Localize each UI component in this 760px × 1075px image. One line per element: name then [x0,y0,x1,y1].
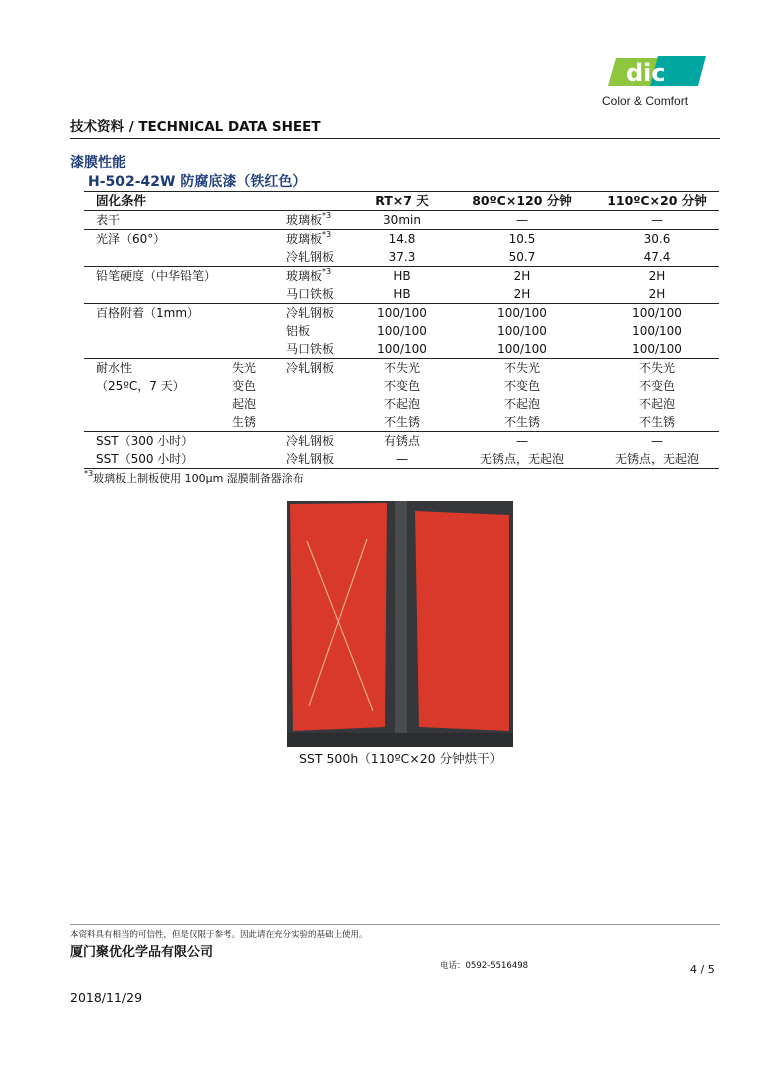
row-value: 无锈点，无起泡 [614,452,700,466]
company-name: 厦门聚优化学品有限公司 [70,945,214,960]
row-value: 不生锈 [503,415,541,429]
row-value: 30min [383,213,421,227]
table-row-sst-300h [84,431,719,450]
table-row-sst-500h [84,450,719,469]
row-value: — [396,452,408,466]
row-value: 有锈点 [383,434,421,448]
row-item: 生锈 [232,415,257,429]
row-value: 不失光 [503,361,541,375]
coating-performance-table [84,191,719,469]
row-value: 不变色 [638,379,676,393]
document-date: 2018/11/29 [70,990,143,1005]
row-substrate: 玻璃板$^{*3}$ [286,267,332,283]
row-value: 100/100 [497,306,547,320]
test-panels-illustration [287,501,513,747]
table-row-adhesion-steel [84,303,719,322]
row-value: HB [393,287,411,301]
row-substrate: 马口铁板 [286,287,335,301]
row-value: 不生锈 [638,415,676,429]
row-value: 不变色 [383,379,421,393]
header-cure-condition: 固化条件 [96,193,147,208]
row-substrate: 铝板 [286,324,311,338]
row-value: 不起泡 [503,397,541,411]
row-property: （25ºC，7 天） [96,379,185,393]
row-value: HB [393,269,411,283]
page-number: 4 / 5 [690,963,715,976]
photo-caption: SST 500h（110ºC×20 分钟烘干） [299,751,503,766]
row-property: 铅笔硬度（中华铅笔） [96,269,217,283]
row-substrate: 冷轧钢板 [286,361,335,375]
row-value: 2H [513,269,531,283]
row-value: 50.7 [508,250,536,264]
row-property: 百格附着（1mm） [96,306,200,320]
logo-tagline: Color & Comfort [602,94,689,108]
table-header-row [84,191,719,210]
header-80c-120min: 80ºC×120 分钟 [472,193,572,208]
table-row-pencil-glass [84,266,719,285]
table-row-gloss-glass [84,229,719,248]
header-divider [70,138,720,139]
row-value: 不起泡 [383,397,421,411]
table-row-water-color [84,377,719,395]
row-value: 100/100 [497,324,547,338]
row-substrate: 冷轧钢板 [286,434,335,448]
section-title: 漆膜性能 [70,155,126,171]
row-value: 100/100 [377,342,427,356]
row-substrate: 玻璃板$^{*3}$ [286,230,332,246]
table-footnote: $^{*3}$玻璃板上制板使用 100μm 湿膜制备器涂布 [84,469,304,485]
row-value: — [651,213,663,227]
table-row-pencil-tinplate [84,285,719,303]
row-value: 不起泡 [638,397,676,411]
row-substrate: 冷轧钢板 [286,306,335,320]
row-property: 耐水性 [96,361,133,375]
product-title: H-502-42W 防腐底漆（铁红色） [88,174,307,190]
phone-number: 电话：0592-5516498 [440,961,529,971]
row-property: SST（500 小时） [96,452,194,466]
logo-lettering: dic [626,59,666,87]
row-value: 不变色 [503,379,541,393]
header-110c-20min: 110ºC×20 分钟 [607,193,707,208]
table-row-dry-time [84,210,719,229]
sst-test-panel-photo [287,501,513,747]
row-value: 30.6 [643,232,671,246]
row-value: 10.5 [508,232,536,246]
row-value: 100/100 [497,342,547,356]
table-row-water-gloss [84,358,719,377]
header-rt-7days: RT×7 天 [375,193,429,208]
left-test-panel [290,503,387,731]
row-value: 14.8 [388,232,416,246]
dic-logo-mark [606,52,706,90]
row-property: SST（300 小时） [96,434,194,448]
row-value: — [516,213,528,227]
row-value: 100/100 [632,342,682,356]
table-row-water-blister [84,395,719,413]
row-substrate: 冷轧钢板 [286,250,335,264]
table-row-adhesion-tinplate [84,340,719,358]
row-value: 100/100 [632,324,682,338]
row-value: 2H [513,287,531,301]
row-value: 2H [648,287,666,301]
row-property: 光泽（60°） [96,232,166,246]
footer-disclaimer: 本资料具有相当的可信性，但是仅限于参考。因此请在充分实验的基础上使用。 [70,930,368,940]
row-property: 表干 [96,213,121,227]
row-value: 不生锈 [383,415,421,429]
row-value: 100/100 [377,324,427,338]
table-row-water-rust [84,413,719,431]
row-value: 不失光 [383,361,421,375]
row-item: 起泡 [232,397,257,411]
document-header-title: 技术资料 / TECHNICAL DATA SHEET [70,119,321,135]
row-value: 2H [648,269,666,283]
row-value: — [651,434,663,448]
right-test-panel [415,511,509,731]
row-value: — [516,434,528,448]
row-substrate: 冷轧钢板 [286,452,335,466]
company-logo [600,52,712,112]
footer-divider [70,924,720,925]
row-value: 不失光 [638,361,676,375]
row-value: 100/100 [632,306,682,320]
row-substrate: 玻璃板$^{*3}$ [286,211,332,227]
row-substrate: 马口铁板 [286,342,335,356]
row-value: 无锈点，无起泡 [479,452,565,466]
row-value: 37.3 [388,250,416,264]
table-row-adhesion-aluminum [84,322,719,340]
table-row-gloss-steel [84,248,719,266]
row-item: 失光 [232,361,257,375]
row-item: 变色 [232,379,257,393]
row-value: 100/100 [377,306,427,320]
row-value: 47.4 [643,250,671,264]
